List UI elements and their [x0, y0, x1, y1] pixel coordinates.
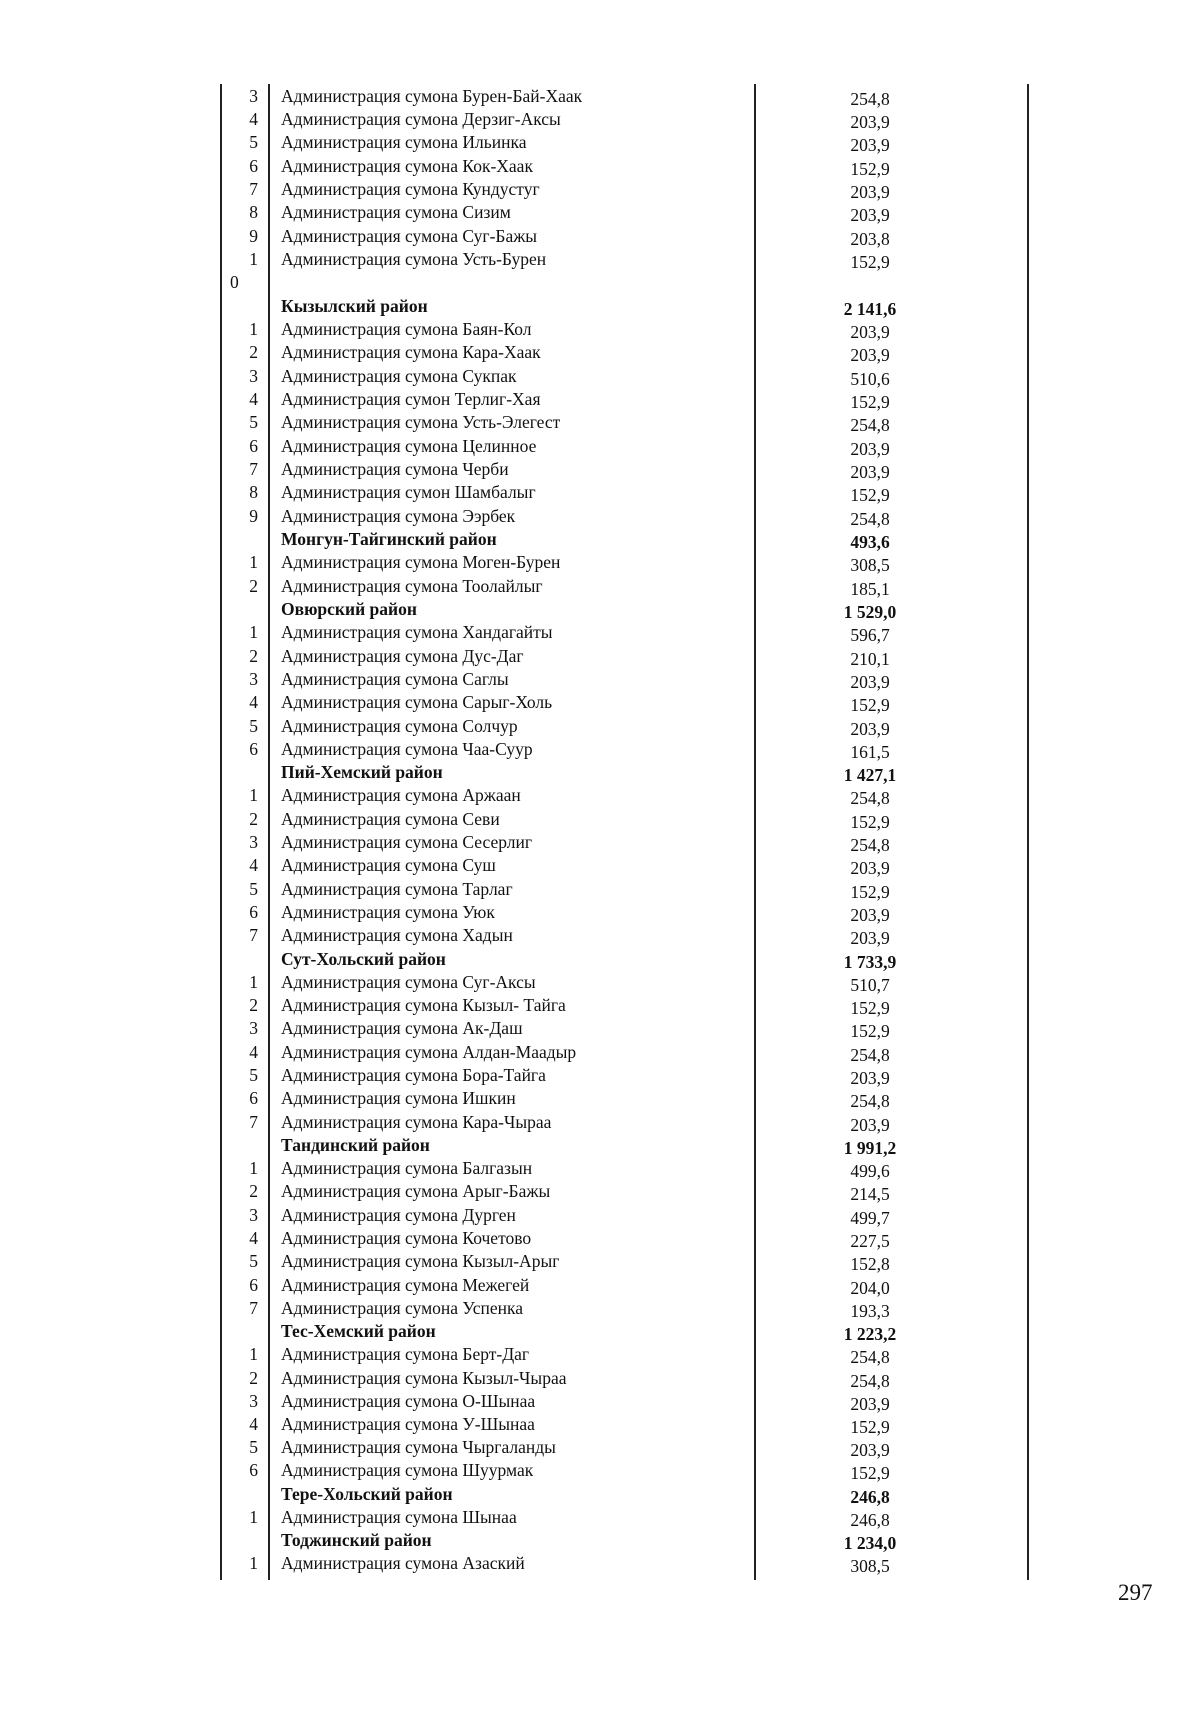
row-number: 3 [249, 86, 258, 106]
table-row [0, 131, 1200, 154]
row-number: 7 [249, 925, 258, 945]
district-name: Монгун-Тайгинский район [281, 529, 497, 549]
amount-value: 308,5 [850, 555, 890, 575]
administration-name: Администрация сумон Терлиг-Хая [281, 389, 541, 409]
table-row [0, 1552, 1200, 1575]
table-row [0, 1343, 1200, 1366]
row-number: 1 [249, 319, 258, 339]
administration-name: Администрация сумон Шамбалыг [281, 482, 536, 502]
administration-name: Администрация сумона Арыг-Бажы [281, 1181, 551, 1201]
row-number: 2 [249, 1368, 258, 1388]
amount-value: 254,8 [850, 1347, 890, 1367]
table-row [0, 691, 1200, 714]
row-number: 1 [249, 1158, 258, 1178]
table-row [0, 1413, 1200, 1436]
table-row [0, 85, 1200, 108]
amount-value: 152,9 [850, 392, 890, 412]
administration-name: Администрация сумона Кочетово [281, 1228, 532, 1248]
row-number: 6 [249, 739, 258, 759]
row-number: 2 [249, 576, 258, 596]
table-row [0, 1367, 1200, 1390]
amount-value: 203,9 [850, 928, 890, 948]
row-number: 1 [249, 1553, 258, 1573]
table-row [0, 458, 1200, 481]
table-row [0, 1436, 1200, 1459]
row-number: 5 [249, 132, 258, 152]
amount-value: 246,8 [850, 1510, 890, 1530]
row-number: 6 [249, 902, 258, 922]
administration-name: Администрация сумона Кызыл-Чыраа [281, 1368, 567, 1388]
administration-name: Администрация сумона Саглы [281, 669, 509, 689]
table-row [0, 784, 1200, 807]
row-number: 8 [249, 202, 258, 222]
administration-name: Администрация сумона Дус-Даг [281, 646, 524, 666]
district-total: 1 529,0 [843, 602, 897, 622]
row-number: 2 [249, 1181, 258, 1201]
table-row [0, 808, 1200, 831]
row-number: 5 [249, 716, 258, 736]
row-number: 9 [249, 226, 258, 246]
administration-name: Администрация сумона Солчур [281, 716, 518, 736]
administration-name: Администрация сумона Дерзиг-Аксы [281, 109, 561, 129]
table-row [0, 575, 1200, 598]
table-row [0, 108, 1200, 131]
row-number: 1 [249, 785, 258, 805]
district-total: 246,8 [850, 1487, 890, 1507]
amount-value: 203,9 [850, 858, 890, 878]
row-number: 1 [249, 1507, 258, 1527]
amount-value: 203,9 [850, 205, 890, 225]
row-number: 3 [249, 1205, 258, 1225]
administration-name: Администрация сумона Азаский [281, 1553, 525, 1573]
administration-name: Администрация сумона Шуурмак [281, 1460, 534, 1480]
district-total: 1 223,2 [843, 1324, 897, 1344]
row-number: 1 [249, 249, 258, 269]
administration-name: Администрация сумона Сукпак [281, 366, 517, 386]
row-number: 2 [249, 809, 258, 829]
administration-name: Администрация сумона Кызыл- Тайга [281, 995, 566, 1015]
amount-value: 152,9 [850, 1463, 890, 1483]
row-number: 6 [249, 436, 258, 456]
row-number: 6 [249, 1275, 258, 1295]
table-row [0, 388, 1200, 411]
row-number: 4 [249, 855, 258, 875]
district-subtotal-row [0, 761, 1200, 784]
amount-value: 152,9 [850, 812, 890, 832]
administration-name: Администрация сумона Усть-Бурен [281, 249, 547, 269]
amount-value: 203,9 [850, 462, 890, 482]
district-name: Овюрский район [281, 599, 417, 619]
row-number: 4 [249, 1414, 258, 1434]
district-subtotal-row [0, 1529, 1200, 1552]
administration-name: Администрация сумона Сизим [281, 202, 511, 222]
administration-name: Администрация сумона Успенка [281, 1298, 523, 1318]
row-number: 3 [249, 832, 258, 852]
table-row [0, 155, 1200, 178]
administration-name: Администрация сумона Кызыл-Арыг [281, 1251, 560, 1271]
amount-value: 152,9 [850, 485, 890, 505]
amount-value: 308,5 [850, 1556, 890, 1576]
administration-name: Администрация сумона Баян-Кол [281, 319, 532, 339]
amount-value: 254,8 [850, 788, 890, 808]
amount-value: 203,9 [850, 182, 890, 202]
district-name: Тандинский район [281, 1135, 430, 1155]
amount-value: 203,9 [850, 135, 890, 155]
administration-name: Администрация сумона Суг-Аксы [281, 972, 536, 992]
row-number: 5 [249, 412, 258, 432]
table-row [0, 365, 1200, 388]
amount-value: 185,1 [850, 579, 890, 599]
amount-value: 499,6 [850, 1161, 890, 1181]
administration-name: Администрация сумона Межегей [281, 1275, 530, 1295]
district-subtotal-row [0, 295, 1200, 318]
table-row [0, 621, 1200, 644]
table-row [0, 435, 1200, 458]
amount-value: 254,8 [850, 1371, 890, 1391]
table-row [0, 1297, 1200, 1320]
row-number: 4 [249, 692, 258, 712]
table-row [0, 994, 1200, 1017]
amount-value: 210,1 [850, 649, 890, 669]
amount-value: 152,9 [850, 998, 890, 1018]
row-number: 1 [249, 622, 258, 642]
amount-value: 203,9 [850, 1394, 890, 1414]
administration-name: Администрация сумона Кок-Хаак [281, 156, 533, 176]
district-name: Пий-Хемский район [281, 762, 443, 782]
administration-name: Администрация сумона Уюк [281, 902, 495, 922]
table-row [0, 1041, 1200, 1064]
district-total: 1 733,9 [843, 952, 897, 972]
district-name: Кызылский район [281, 296, 428, 316]
row-number: 5 [249, 1065, 258, 1085]
district-name: Сут-Хольский район [281, 949, 446, 969]
amount-value: 203,9 [850, 439, 890, 459]
table-row [0, 854, 1200, 877]
amount-value: 203,9 [850, 1068, 890, 1088]
administration-name: Администрация сумона Тоолайлыг [281, 576, 543, 596]
district-subtotal-row [0, 598, 1200, 621]
amount-value: 203,9 [850, 719, 890, 739]
table-row [0, 201, 1200, 224]
administration-name: Администрация сумона Суш [281, 855, 496, 875]
amount-value: 161,5 [850, 742, 890, 762]
table-row [0, 481, 1200, 504]
district-total: 1 234,0 [843, 1533, 897, 1553]
page-number: 297 [1118, 1580, 1153, 1605]
district-subtotal-row [0, 528, 1200, 551]
table-row [0, 1250, 1200, 1273]
table-row [0, 924, 1200, 947]
table-row [0, 1087, 1200, 1110]
amount-value: 152,9 [850, 695, 890, 715]
table-row [0, 1017, 1200, 1040]
administration-name: Администрация сумона Ильинка [281, 132, 527, 152]
amount-value: 203,9 [850, 1440, 890, 1460]
table-row [0, 715, 1200, 738]
row-number: 3 [249, 669, 258, 689]
amount-value: 203,9 [850, 345, 890, 365]
amount-value: 203,9 [850, 905, 890, 925]
administration-name: Администрация сумона Шынаа [281, 1507, 517, 1527]
table-row [0, 1180, 1200, 1203]
administration-name: Администрация сумона Суг-Бажы [281, 226, 538, 246]
district-name: Тере-Хольский район [281, 1484, 453, 1504]
amount-value: 254,8 [850, 89, 890, 109]
row-number: 7 [249, 179, 258, 199]
row-number: 7 [249, 1112, 258, 1132]
amount-value: 152,9 [850, 1021, 890, 1041]
amount-value: 254,8 [850, 415, 890, 435]
row-number: 6 [249, 156, 258, 176]
administration-name: Администрация сумона Ак-Даш [281, 1018, 523, 1038]
table-row [0, 411, 1200, 434]
row-number: 6 [249, 1460, 258, 1480]
amount-value: 193,3 [850, 1301, 890, 1321]
administration-name: Администрация сумона Хандагайты [281, 622, 553, 642]
administration-name: Администрация сумона Усть-Элегест [281, 412, 561, 432]
amount-value: 152,8 [850, 1254, 890, 1274]
row-number: 4 [249, 1042, 258, 1062]
administration-name: Администрация сумона Бора-Тайга [281, 1065, 546, 1085]
administration-name: Администрация сумона Кара-Чыраа [281, 1112, 552, 1132]
district-name: Тес-Хемский район [281, 1321, 436, 1341]
amount-value: 203,9 [850, 322, 890, 342]
table-row [0, 738, 1200, 761]
wrapped-row-number: 0 [230, 272, 239, 292]
table-row [0, 1459, 1200, 1482]
amount-value: 152,9 [850, 882, 890, 902]
table-row [0, 1111, 1200, 1134]
row-number: 5 [249, 1251, 258, 1271]
row-number: 3 [249, 366, 258, 386]
amount-value: 510,6 [850, 369, 890, 389]
administration-name: Администрация сумона Черби [281, 459, 509, 479]
table-row [0, 341, 1200, 364]
table-row [0, 1506, 1200, 1529]
amount-value: 227,5 [850, 1231, 890, 1251]
row-number: 5 [249, 1437, 258, 1457]
row-number: 4 [249, 1228, 258, 1248]
amount-value: 203,9 [850, 1115, 890, 1135]
row-number: 5 [249, 879, 258, 899]
administration-name: Администрация сумона Тарлаг [281, 879, 513, 899]
administration-name: Администрация сумона Балгазын [281, 1158, 533, 1178]
table-row [0, 505, 1200, 528]
district-total: 1 991,2 [843, 1138, 897, 1158]
amount-value: 152,9 [850, 1417, 890, 1437]
amount-value: 214,5 [850, 1184, 890, 1204]
row-number: 1 [249, 972, 258, 992]
table-row [0, 1227, 1200, 1250]
table-row [0, 831, 1200, 854]
row-number: 7 [249, 459, 258, 479]
row-number: 8 [249, 482, 258, 502]
table-row [0, 1157, 1200, 1180]
administration-name: Администрация сумона Чыргаланды [281, 1437, 556, 1457]
administration-name: Администрация сумона Севи [281, 809, 500, 829]
administration-name: Администрация сумона У-Шынаа [281, 1414, 535, 1434]
row-number: 2 [249, 342, 258, 362]
amount-value: 203,8 [850, 229, 890, 249]
table-row [0, 1390, 1200, 1413]
district-total: 493,6 [850, 532, 890, 552]
row-number: 4 [249, 389, 258, 409]
table-row [0, 901, 1200, 924]
table-row [0, 1204, 1200, 1227]
row-number: 1 [249, 552, 258, 572]
administration-name: Администрация сумона Целинное [281, 436, 537, 456]
administration-name: Администрация сумона Берт-Даг [281, 1344, 530, 1364]
district-subtotal-row [0, 948, 1200, 971]
district-name: Тоджинский район [281, 1530, 432, 1550]
administration-name: Администрация сумона Кундустуг [281, 179, 540, 199]
administration-name: Администрация сумона Моген-Бурен [281, 552, 561, 572]
amount-value: 152,9 [850, 159, 890, 179]
row-number: 3 [249, 1018, 258, 1038]
amount-value: 254,8 [850, 509, 890, 529]
table-row [0, 248, 1200, 271]
amount-value: 254,8 [850, 1045, 890, 1065]
amount-value: 254,8 [850, 1091, 890, 1111]
row-number: 4 [249, 109, 258, 129]
table-row [0, 225, 1200, 248]
table-row [0, 551, 1200, 574]
row-number: 2 [249, 646, 258, 666]
amount-value: 254,8 [850, 835, 890, 855]
table-row [0, 178, 1200, 201]
administration-name: Администрация сумона Сесерлиг [281, 832, 533, 852]
row-number: 2 [249, 995, 258, 1015]
administration-name: Администрация сумона Ишкин [281, 1088, 516, 1108]
table-row [0, 971, 1200, 994]
administration-name: Администрация сумона Чаа-Суур [281, 739, 533, 759]
district-subtotal-row [0, 1320, 1200, 1343]
administration-name: Администрация сумона Сарыг-Холь [281, 692, 553, 712]
administration-name: Администрация сумона Ээрбек [281, 506, 516, 526]
table-row [0, 318, 1200, 341]
administration-name: Администрация сумона Алдан-Маадыр [281, 1042, 577, 1062]
administration-name: Администрация сумона Аржаан [281, 785, 521, 805]
row-number: 1 [249, 1344, 258, 1364]
table-row [0, 1274, 1200, 1297]
table-row [0, 645, 1200, 668]
row-number: 6 [249, 1088, 258, 1108]
row-number: 9 [249, 506, 258, 526]
row-number: 3 [249, 1391, 258, 1411]
amount-value: 204,0 [850, 1278, 890, 1298]
administration-name: Администрация сумона О-Шынаа [281, 1391, 536, 1411]
district-total: 2 141,6 [843, 299, 897, 319]
amount-value: 499,7 [850, 1208, 890, 1228]
administration-name: Администрация сумона Бурен-Бай-Хаак [281, 86, 583, 106]
table-row [0, 1064, 1200, 1087]
administration-name: Администрация сумона Хадын [281, 925, 513, 945]
administration-name: Администрация сумона Кара-Хаак [281, 342, 541, 362]
district-total: 1 427,1 [843, 765, 897, 785]
table-row [0, 878, 1200, 901]
amount-value: 510,7 [850, 975, 890, 995]
district-subtotal-row [0, 1134, 1200, 1157]
table-row [0, 668, 1200, 691]
district-subtotal-row [0, 1483, 1200, 1506]
amount-value: 203,9 [850, 672, 890, 692]
amount-value: 152,9 [850, 252, 890, 272]
amount-value: 203,9 [850, 112, 890, 132]
administration-name: Администрация сумона Дурген [281, 1205, 516, 1225]
row-number: 7 [249, 1298, 258, 1318]
amount-value: 596,7 [850, 625, 890, 645]
